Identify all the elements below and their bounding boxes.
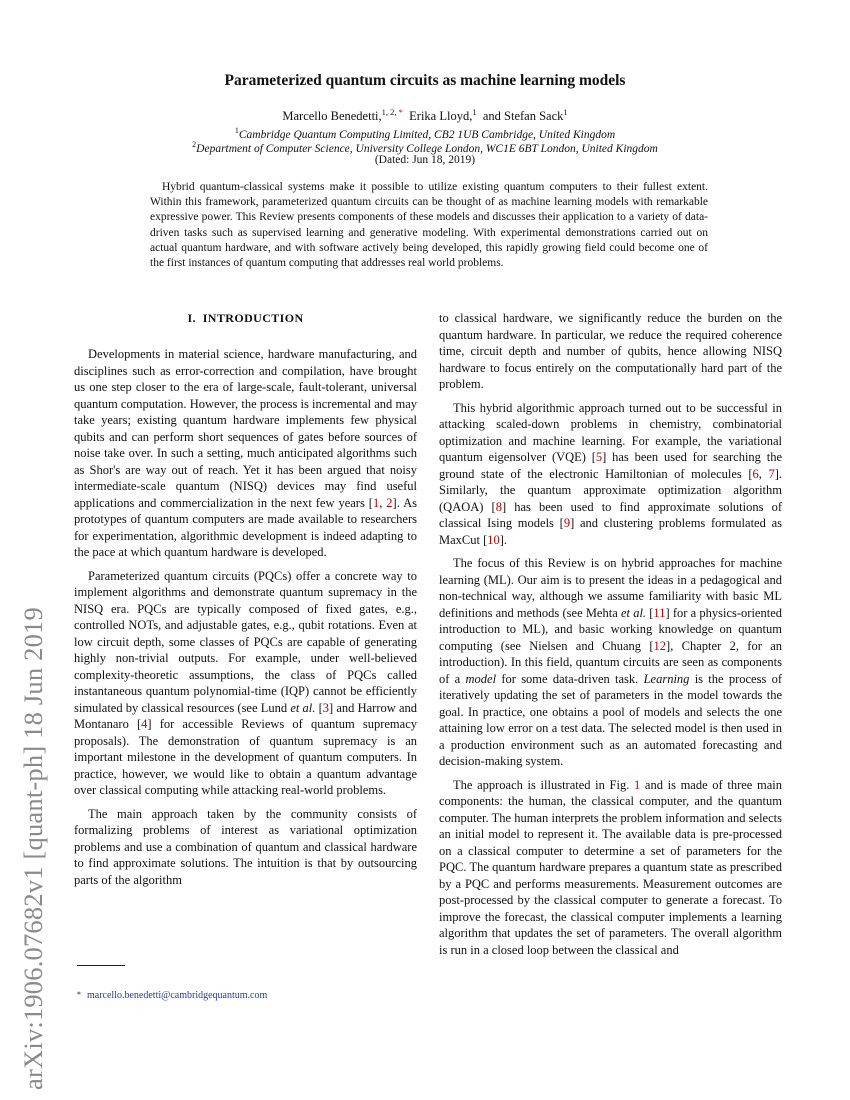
author-name: Erika Lloyd, (409, 109, 473, 124)
author-list (0, 107, 850, 124)
paragraph: Developments in material science, hardware manufacturing, and disciplines such as error-correction and compilation, have brought us one step closer to the era of large-scale, fault-tolerant, universal quantum computation. However, the process is incremental and may take years; existing quantum hardware implements few physical qubits and can perform short sequences of gates before sources of noise take over. In such a setting, much anticipated algorithms such as Shor's are way out of reach. Yet it has been argued that noisy intermediate-scale quantum (NISQ) devices may find useful applications and commercialization in the next few years [1, 2]. As prototypes of quantum computers are made available to researchers for experimentation, algorithmic development is indeed adapting to the pace at which quantum hardware is developed. (74, 347, 417, 559)
affiliation-number: 2 (192, 140, 197, 149)
paragraph: to classical hardware, we significantly reduce the burden on the quantum hardware. In particular, we reduce the required coherence time, circuit depth and number of qubits, hence allowing NISQ hardware to focus entirely on the computationally hard part of the problem. (439, 311, 782, 391)
date-line: (Dated: Jun 18, 2019) (374, 154, 476, 166)
citation-link[interactable]: 6 (752, 466, 759, 481)
section-title: INTRODUCTION (202, 311, 304, 325)
citation-link[interactable]: 12 (653, 638, 667, 653)
footnote (77, 990, 267, 1001)
affiliation-text: Department of Computer Science, University College London, WC1E 6BT London, United Kingdom (196, 142, 658, 155)
paragraph: The focus of this Review is on hybrid approaches for machine learning (ML). Our aim is to present the ideas in a pedagogical and non-technical way, although we assume familiarity with basic ML definitions and methods (see Mehta et al. [11] for a physics-oriented introduction to ML), and basic working knowledge on quantum computing (see Nielsen and Chuang [12], Chapter 2, for an introduction). In this field, quantum circuits are seen as components of a model for some data-driven task. Learning is the process of iteratively updating the set of parameters in the model towards the goal. In practice, one obtains a pool of models and selects the one attaining low error on a test data. The selected model is then used in a production environment such as an automated forecasting and decision-making system. (439, 556, 783, 768)
paragraph: This hybrid algorithmic approach turned out to be successful in attacking scaled-down problems in chemistry, combinatorial optimization and machine learning. For example, the variational quantum eigensolver (VQE) [5] has been used for searching the ground state of the electronic Hamiltonian of molecules [6, 7]. Similarly, the quantum approximate optimization algorithm (QAOA) [8] has been used to find approximate solutions of classical Ising models [9] and clustering problems formulated as MaxCut [10]. (439, 400, 782, 547)
author-name: Marcello Benedetti, (282, 109, 382, 124)
footnote-mark: * (77, 990, 81, 999)
author-affiliation-marker: 1 (472, 107, 477, 117)
section-heading (74, 310, 417, 326)
citation-link[interactable]: 5 (595, 450, 603, 464)
citation-link[interactable]: 8 (495, 499, 502, 514)
paper-title: Parameterized quantum circuits as machine learning models (224, 72, 626, 89)
affiliation-number: 1 (234, 126, 239, 135)
arxiv-stamp-text: arXiv:1906.07682v1 [quant-ph] 18 Jun 2019 (18, 607, 48, 1090)
footnote-divider (77, 965, 125, 966)
section-number: I. (187, 311, 196, 325)
paragraph: The main approach taken by the community consists of formalizing problems of interest as variational optimization problems and use a combination of quantum and classical hardware to find approximate solutions. The intuition is that by outsourcing parts of the algorithm (74, 806, 417, 887)
citation-link[interactable]: 2 (386, 495, 393, 510)
paragraph: Parameterized quantum circuits (PQCs) offer a concrete way to implement algorithms and demonstrate quantum supremacy in the NISQ era. PQCs are typically composed of fixed gates, e.g., controlled NOTs, and adjustable gates, e.g., qubit rotations. Even at low circuit depth, some classes of PQCs are capable of generating highly non-trivial outputs. For example, under well-believed complexity-theoretic assumptions, the class of PQCs called instantaneous quantum polynomial-time (IQP) cannot be efficiently simulated by classical resources (see Lund et al. [3] and Harrow and Montanaro [4] for accessible Reviews of quantum supremacy proposals). The demonstration of quantum supremacy is an important milestone in the development of quantum computers. In practice, however, we would like to obtain a quantum advantage over classical computing while attacking real-world problems. (74, 568, 417, 797)
paragraph: The approach is illustrated in Fig. 1 and is made of three main components: the human, the classical computer, and the quantum computer. The human interprets the problem information and selects an initial model to represent it. The available data is pre-processed on a classical computer to determine a set of parameters for the PQC. The quantum hardware prepares a quantum state as prescribed by a PQC and performs measurements. Measurement outcomes are post-processed by the classical computer to generate a forecast. To improve the forecast, the classical computer implements a learning algorithm that updates the set of parameters. The overall algorithm is run in a closed loop between the classical and (439, 777, 782, 957)
affiliation (0, 140, 850, 155)
affiliation (0, 126, 850, 141)
citation-link[interactable]: 1 (372, 495, 380, 510)
abstract: Hybrid quantum-classical systems make it possible to utilize existing quantum computers to their fullest extent. Within this framework, parameterized quantum circuits can be thought of as machine learning models with remarkable expressive power. This Review presents components of these models and discusses their application to a variety of data-driven tasks such as supervised learning and generative modeling. With experimental demonstrations carried out on actual quantum hardware, and with software actively being developed, this rapidly growing field could become one of the first instances of quantum computing that addresses real world problems. (150, 181, 708, 270)
author-name: and Stefan Sack (482, 109, 564, 124)
citation-link[interactable]: 4 (141, 717, 148, 731)
citation-link[interactable]: 3 (322, 700, 329, 715)
affiliation-text: Cambridge Quantum Computing Limited, CB2 1UB Cambridge, United Kingdom (238, 128, 616, 141)
corresponding-author-link[interactable]: * (398, 107, 403, 117)
author-affiliation-marker: 1 (563, 107, 568, 117)
citation-link[interactable]: 10 (487, 532, 500, 547)
citation-link[interactable]: 7 (768, 466, 775, 481)
author-email-link[interactable]: marcello.benedetti@cambridgequantum.com (87, 990, 268, 1001)
citation-link[interactable]: 11 (653, 605, 666, 620)
right-column (439, 310, 782, 965)
author-affiliation-marker: 1, 2, (381, 107, 399, 117)
left-column (74, 310, 417, 895)
citation-link[interactable]: 9 (563, 516, 571, 530)
figure-reference-link[interactable]: 1 (634, 777, 641, 792)
